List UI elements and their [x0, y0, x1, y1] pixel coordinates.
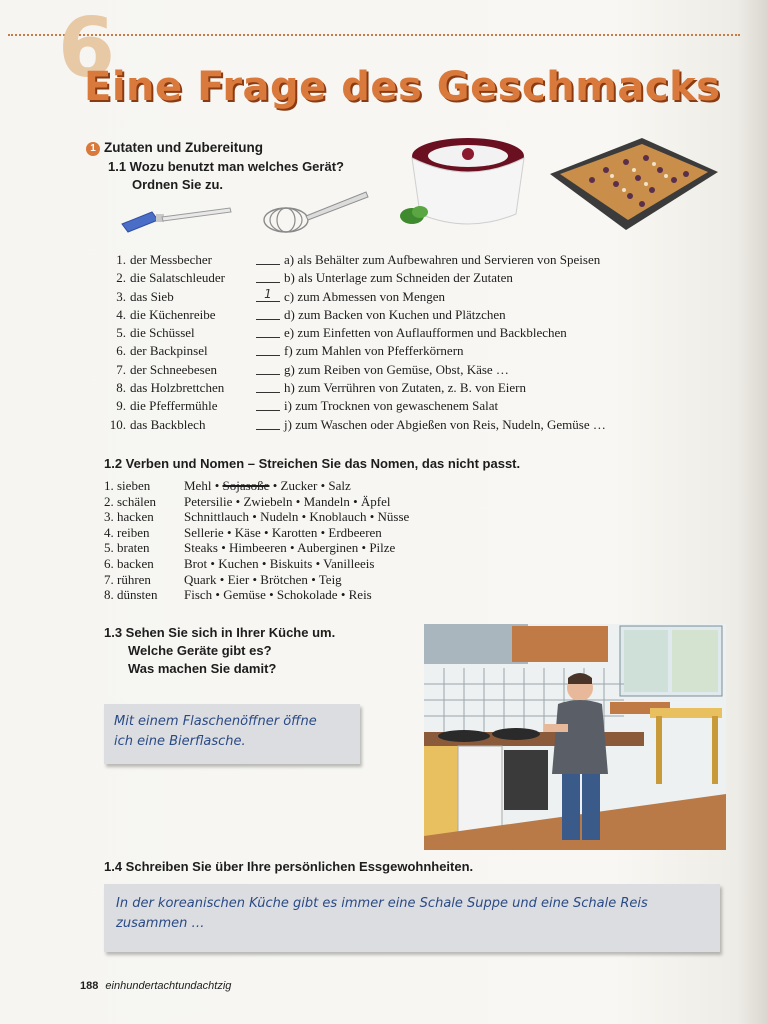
verb-row	[104, 494, 409, 510]
device-item	[104, 397, 225, 415]
device-number: 10.	[109, 416, 126, 432]
task-1-1-line2: Ordnen Sie zu.	[132, 177, 224, 192]
device-item	[104, 288, 225, 306]
use-text: a) als Behälter zum Aufbewahren und Servieren von Speisen	[284, 252, 601, 267]
noun[interactable]: Reis	[348, 587, 372, 603]
verb: 5. braten	[104, 540, 150, 556]
verb: 2. schälen	[104, 493, 156, 509]
use-text: g) zum Reiben von Gemüse, Obst, Käse …	[284, 361, 509, 377]
separator-dot: •	[260, 524, 272, 540]
noun[interactable]: Auberginen	[297, 540, 359, 556]
separator-dot: •	[317, 478, 329, 493]
device-name: die Salatschleuder	[130, 270, 225, 286]
device-item	[104, 342, 225, 360]
noun[interactable]: Nudeln	[260, 509, 299, 525]
task-1-1-line1: 1.1 Wozu benutzt man welches Gerät?	[108, 159, 344, 174]
answer-blank[interactable]	[256, 342, 280, 356]
noun[interactable]: Brötchen	[260, 571, 308, 587]
noun[interactable]: Mehl	[184, 478, 212, 493]
answer-blank[interactable]: 1	[256, 288, 280, 302]
device-item	[104, 306, 225, 324]
separator-dot: •	[358, 540, 370, 556]
noun[interactable]: Mandeln	[303, 493, 350, 509]
use-text: e) zum Einfetten von Auflaufformen und Backblechen	[284, 325, 567, 341]
baking-tray-illustration	[546, 134, 722, 234]
noun[interactable]: Fisch	[184, 587, 213, 603]
devices-list	[104, 251, 225, 434]
use-text: d) zum Backen von Kuchen und Plätzchen	[284, 306, 506, 322]
task-1-2-heading: 1.2 Verben und Nomen – Streichen Sie das Nomen, das nicht passt.	[104, 456, 521, 471]
use-item	[256, 342, 606, 360]
verb-row	[104, 540, 409, 556]
chapter-title: Eine Frage des Geschmacks	[84, 64, 721, 110]
separator-dot: •	[307, 571, 319, 587]
separator-dot: •	[312, 555, 324, 571]
separator-dot: •	[366, 509, 378, 525]
top-dotted-rule	[8, 34, 740, 36]
separator-dot: •	[211, 478, 223, 493]
separator-dot: •	[286, 540, 298, 556]
noun[interactable]: Eier	[227, 571, 250, 587]
whisk-illustration	[262, 186, 372, 238]
device-name: der Messbecher	[130, 252, 212, 267]
example-line: In der koreanischen Küche gibt es immer eine Schale Suppe und eine Schale Reis	[116, 896, 648, 911]
noun[interactable]: Nüsse	[377, 509, 410, 525]
noun[interactable]: Käse	[234, 524, 261, 540]
device-item	[104, 361, 225, 379]
device-name: das Holzbrettchen	[130, 380, 225, 396]
device-name: die Schüssel	[130, 325, 195, 341]
noun[interactable]: Salz	[328, 478, 351, 493]
example-line: Mit einem Flaschenöffner öffne	[114, 714, 317, 729]
answer-blank[interactable]	[256, 379, 280, 393]
task-1-3-heading	[104, 624, 335, 678]
uses-list	[256, 251, 606, 434]
noun[interactable]: Gemüse	[223, 587, 266, 603]
separator-dot: •	[269, 478, 281, 493]
use-item	[256, 306, 606, 324]
noun-group	[184, 572, 342, 588]
verb: 1. sieben	[104, 478, 151, 493]
separator-dot: •	[249, 571, 261, 587]
noun[interactable]: Kuchen	[218, 555, 259, 571]
separator-dot: •	[223, 524, 235, 540]
separator-dot: •	[349, 493, 361, 509]
device-name: das Backblech	[130, 416, 206, 432]
noun[interactable]: Teig	[318, 571, 342, 587]
verb-row	[104, 478, 409, 494]
use-text: j) zum Waschen oder Abgießen von Reis, Nudeln, Gemüse …	[284, 416, 606, 432]
noun-group	[184, 509, 409, 525]
verb: 3. hacken	[104, 509, 154, 525]
task-1-3-line1: 1.3 Sehen Sie sich in Ihrer Küche um.	[104, 625, 336, 640]
verb-row	[104, 509, 409, 525]
noun[interactable]: Schnittlauch	[184, 509, 249, 525]
verb: 6. backen	[104, 555, 154, 571]
device-name: die Küchenreibe	[130, 306, 216, 322]
separator-dot: •	[337, 587, 349, 603]
noun-group	[184, 540, 395, 556]
answer-blank[interactable]	[256, 361, 280, 375]
noun[interactable]: Zwiebeln	[243, 493, 293, 509]
use-text: i) zum Trocknen von gewaschenem Salat	[284, 398, 499, 414]
use-item	[256, 288, 606, 306]
device-number: 7.	[116, 361, 126, 377]
separator-dot: •	[207, 555, 219, 571]
verb: 7. rühren	[104, 571, 151, 587]
use-text: f) zum Mahlen von Pfefferkörnern	[284, 343, 464, 359]
noun[interactable]: Steaks	[184, 540, 218, 556]
device-name: der Backpinsel	[130, 343, 208, 359]
noun[interactable]: Erdbeeren	[328, 524, 382, 540]
use-item	[256, 269, 606, 287]
separator-dot: •	[317, 524, 329, 540]
separator-dot: •	[217, 540, 230, 556]
use-item	[256, 361, 606, 379]
page-number: 188	[80, 980, 99, 992]
verb-row	[104, 587, 409, 603]
noun[interactable]: Sojasoße	[222, 478, 270, 493]
verb-row	[104, 572, 409, 588]
separator-dot: •	[292, 493, 304, 509]
example-answer-box-1-4[interactable]	[104, 884, 720, 952]
noun[interactable]: Petersilie	[184, 493, 233, 509]
use-text: b) als Unterlage zum Schneiden der Zutaten	[284, 270, 513, 286]
section-title: Zutaten und Zubereitung	[104, 140, 263, 155]
answer-blank[interactable]	[256, 416, 280, 430]
page-number-word: einhundertachtundachtzig	[105, 980, 232, 992]
device-number: 4.	[116, 306, 126, 322]
device-item	[104, 324, 225, 342]
section-number-badge: 1	[86, 142, 100, 156]
task-1-4-heading: 1.4 Schreiben Sie über Ihre persönlichen Essgewohnheiten.	[104, 859, 474, 874]
separator-dot: •	[258, 555, 270, 571]
noun[interactable]: Sellerie	[184, 524, 224, 540]
noun[interactable]: Himbeeren	[229, 540, 287, 556]
use-item	[256, 416, 606, 434]
device-item	[104, 416, 225, 434]
use-text: c) zum Abmessen von Mengen	[284, 288, 446, 304]
example-answer-box-1-3[interactable]	[104, 704, 360, 764]
noun-group	[184, 494, 391, 510]
answer-blank[interactable]	[256, 269, 280, 283]
chapter-number: 6	[58, 1, 116, 96]
noun[interactable]: Quark	[184, 571, 217, 587]
noun[interactable]: Vanilleeis	[323, 555, 375, 571]
noun[interactable]: Biskuits	[269, 555, 313, 571]
verb-row	[104, 525, 409, 541]
verb-row	[104, 556, 409, 572]
use-text: h) zum Verrühren von Zutaten, z. B. von Eiern	[284, 380, 526, 396]
device-name: das Sieb	[130, 288, 174, 304]
noun-group	[184, 478, 351, 494]
example-line: zusammen …	[116, 916, 205, 931]
noun[interactable]: Zucker	[280, 478, 318, 493]
separator-dot: •	[249, 509, 261, 525]
task-1-3-line2: Welche Geräte gibt es?	[128, 643, 272, 658]
verb: 4. reiben	[104, 524, 150, 540]
verb: 8. dünsten	[104, 587, 158, 603]
device-item	[104, 269, 225, 287]
device-number: 3.	[116, 288, 126, 304]
device-name: die Pfeffermühle	[130, 398, 218, 414]
noun[interactable]: Knoblauch	[309, 509, 367, 525]
use-item	[256, 379, 606, 397]
separator-dot: •	[212, 587, 224, 603]
device-item	[104, 251, 225, 269]
task-1-3-line3: Was machen Sie damit?	[128, 661, 277, 676]
device-number: 9.	[116, 398, 126, 414]
device-number: 2.	[116, 270, 126, 286]
device-number: 1.	[116, 252, 126, 267]
salad-spinner-illustration	[398, 134, 530, 234]
use-item	[256, 397, 606, 415]
noun-group	[184, 556, 374, 572]
device-item	[104, 379, 225, 397]
separator-dot: •	[232, 493, 244, 509]
answer-blank[interactable]	[256, 324, 280, 338]
noun[interactable]: Karotten	[271, 524, 318, 540]
kitchen-illustration	[424, 624, 726, 850]
noun[interactable]: Äpfel	[360, 493, 391, 509]
example-line: ich eine Bierflasche.	[114, 734, 246, 749]
device-number: 5.	[116, 325, 126, 341]
use-item	[256, 324, 606, 342]
device-name: der Schneebesen	[130, 361, 217, 377]
noun-group	[184, 525, 382, 541]
answer-blank[interactable]	[256, 397, 280, 411]
noun-group	[184, 587, 372, 603]
use-item	[256, 251, 606, 269]
separator-dot: •	[265, 587, 277, 603]
pastry-brush-illustration	[118, 200, 238, 236]
page-footer	[80, 980, 231, 992]
separator-dot: •	[298, 509, 310, 525]
noun[interactable]: Brot	[184, 555, 208, 571]
device-number: 6.	[116, 343, 126, 359]
noun[interactable]: Pilze	[369, 540, 396, 556]
answer-blank[interactable]	[256, 306, 280, 320]
device-number: 8.	[116, 380, 126, 396]
noun[interactable]: Schokolade	[276, 587, 338, 603]
separator-dot: •	[216, 571, 228, 587]
section-heading	[86, 140, 263, 156]
answer-blank[interactable]	[256, 251, 280, 265]
verb-noun-list	[104, 478, 409, 603]
